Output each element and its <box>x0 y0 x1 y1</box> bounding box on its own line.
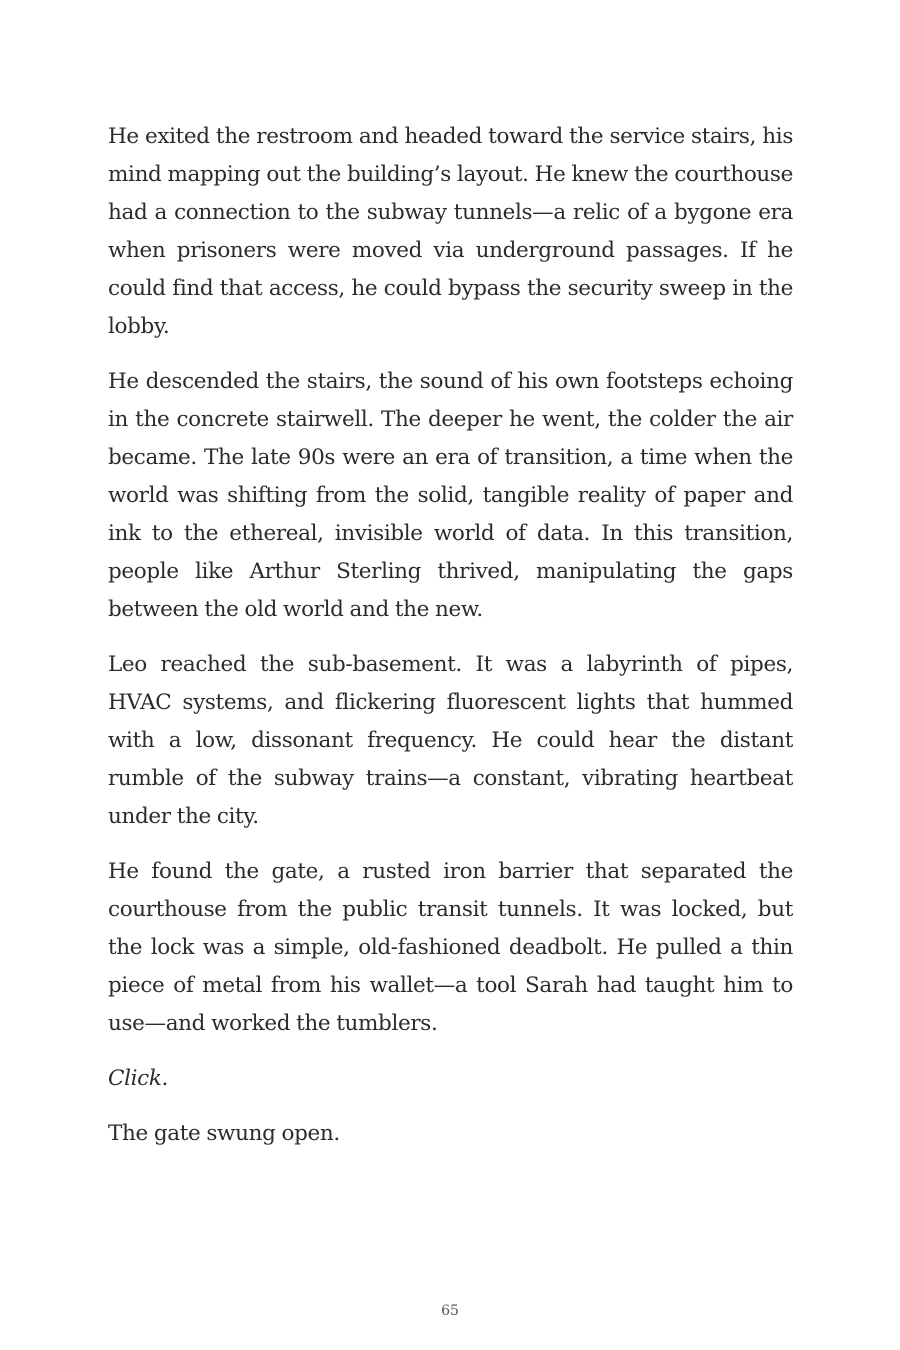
paragraph-5: Click. <box>108 1066 169 1091</box>
page-body <box>108 118 793 1170</box>
paragraph-2: He descended the stairs, the sound of his own footsteps echoing in the concrete stairwell. The deeper he went, the colder the air became. The late 90s were an era of transition, a time when the world was shifting from the solid, tangible reality of paper and ink to the ethereal, invisible world of data. In this transition, people like Arthur Sterling thrived, manipulating the gaps between the old world and the new. <box>108 369 793 622</box>
paragraph-4: He found the gate, a rusted iron barrier that separated the courthouse from the public transit tunnels. It was locked, but the lock was a simple, old-fashioned deadbolt. He pulled a thin piece of metal from his wallet—a tool Sarah had taught him to use—and worked the tumblers. <box>108 859 793 1036</box>
paragraph-3: Leo reached the sub-basement. It was a labyrinth of pipes, HVAC systems, and flickering fluorescent lights that hummed with a low, dissonant frequency. He could hear the distant rumble of the subway trains—a constant, vibrating heartbeat under the city. <box>108 652 793 829</box>
paragraph-1: He exited the restroom and headed toward the service stairs, his mind mapping out the building’s layout. He knew the courthouse had a connection to the subway tunnels—a relic of a bygone era when prisoners were moved via underground passages. If he could find that access, he could bypass the security sweep in the lobby. <box>108 124 793 339</box>
page-number: 65 <box>441 1303 459 1319</box>
paragraph-6: The gate swung open. <box>108 1121 340 1146</box>
